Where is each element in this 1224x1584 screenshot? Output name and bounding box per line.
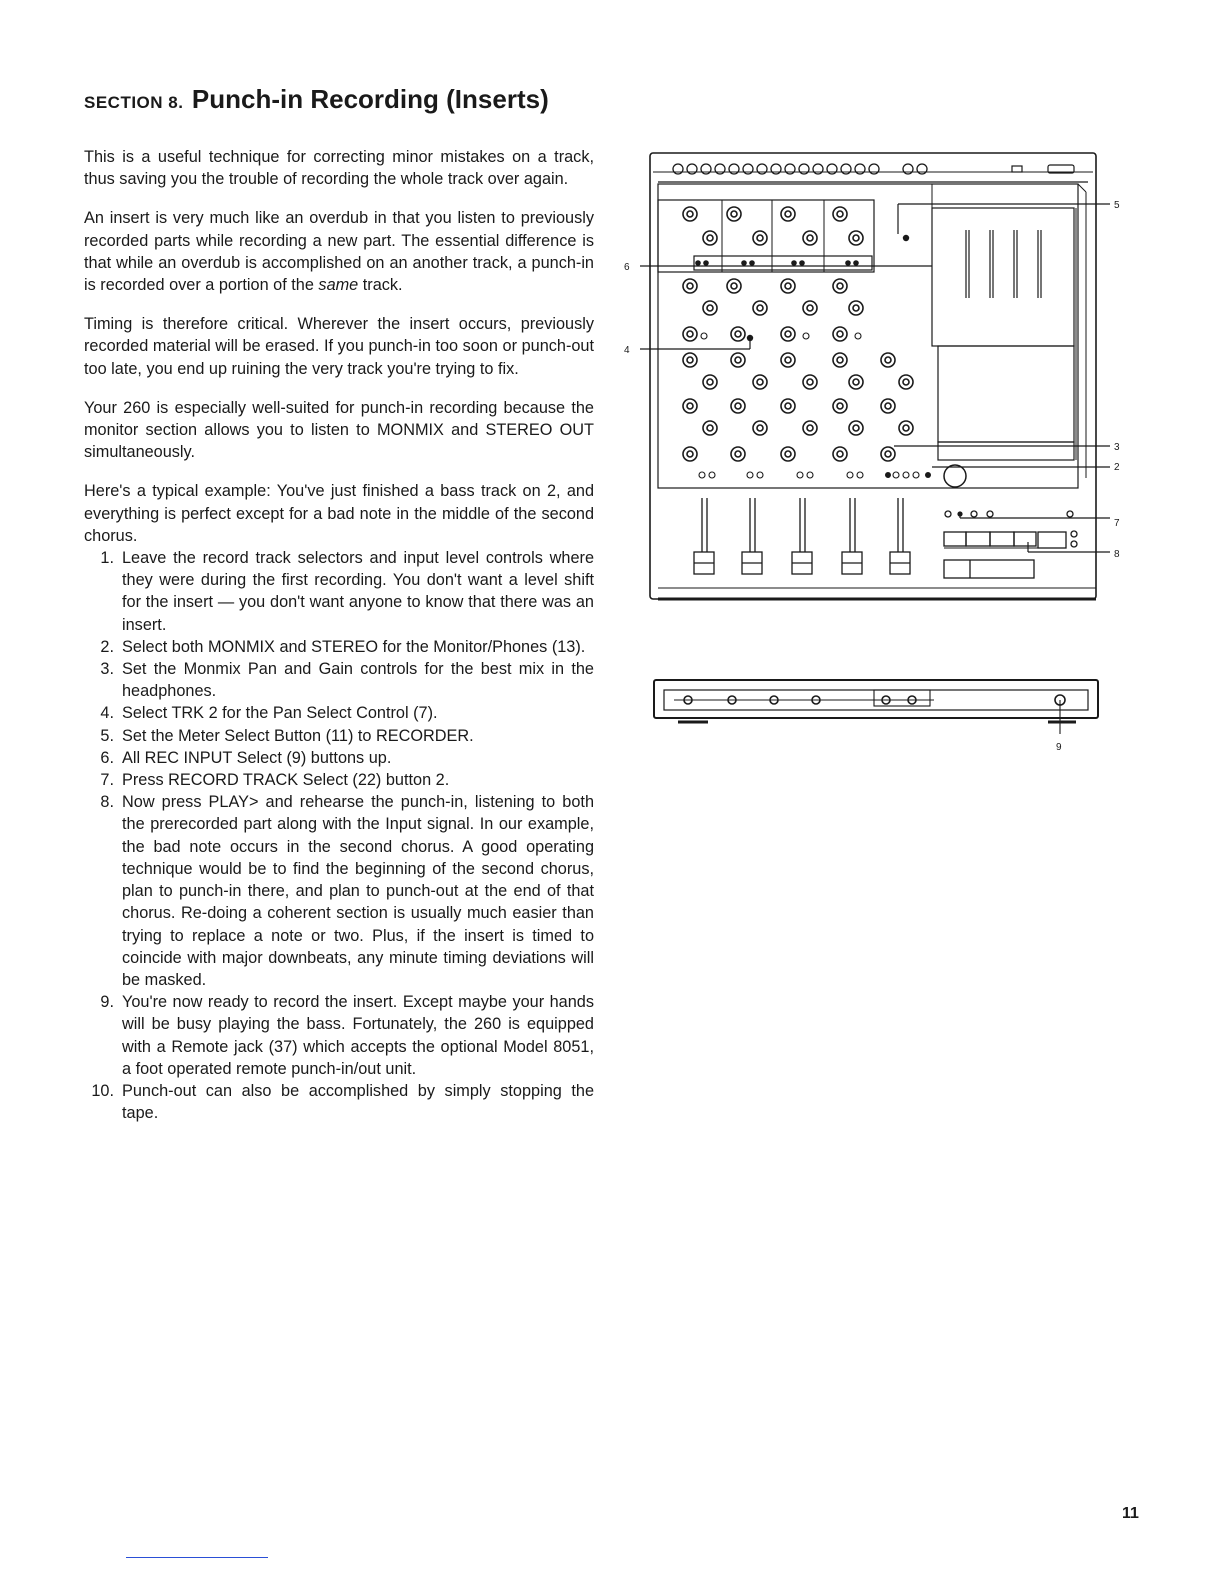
callout-7: 7 (1114, 518, 1120, 529)
callout-6: 6 (624, 262, 630, 273)
callout-5: 5 (1114, 200, 1120, 211)
step-text: Set the Meter Select Button (11) to RECORDER. (122, 726, 474, 745)
step-number: 3. (100, 660, 114, 679)
step-text: Now press PLAY> and rehearse the punch-in, listening to both the prerecorded part along with the Input signal. In our example, the bad note occurs in the second chorus. A good operating technique would be to find the beginning of the second chorus, plan to punch-in there, and plan to punch-out at the end of that chorus. Re-doing a coherent section is usually much easier than trying to replace a note or two. Plus, if the insert is timed to coincide with major downbeats, any minute timing deviations will be masked. (122, 793, 594, 989)
step-number: 9. (100, 993, 114, 1012)
step-number: 1. (100, 549, 114, 568)
step-text: You're now ready to record the insert. Except maybe your hands will be busy playing the bass. Fortunately, the 260 is equipped with a Remote jack (37) which accepts the optional Model 8051, a foot operated remote punch-in/out unit. (122, 993, 594, 1078)
callout-4: 4 (624, 345, 630, 356)
step-number: 4. (100, 704, 114, 723)
step-text: Select both MONMIX and STEREO for the Monitor/Phones (13). (122, 637, 586, 656)
list-item (84, 991, 594, 1080)
step-number: 5. (100, 726, 114, 745)
rear-panel-view (654, 680, 1098, 734)
page-number: 11 (1122, 1505, 1139, 1522)
step-text: Select TRK 2 for the Pan Select Control (7). (122, 704, 438, 723)
transport-controls (944, 511, 1077, 578)
mixer-diagram (618, 148, 1138, 768)
step-text: All REC INPUT Select (9) buttons up. (122, 748, 392, 767)
list-item (84, 1080, 594, 1124)
body-text (84, 146, 594, 1124)
step-number: 7. (100, 771, 114, 790)
steps-list (84, 547, 594, 1124)
callout-9: 9 (1056, 742, 1062, 753)
paragraph-timing: Timing is therefore critical. Wherever the insert occurs, previously recorded material will be erased. If you punch-in too soon or punch-out too late, you end up ruining the very track you're trying to fix. (84, 315, 594, 378)
callout-2: 2 (1114, 462, 1120, 473)
paragraph-insert-text: An insert is very much like an overdub in that you listen to previously recorded parts while recording a new part. The essential difference is that while an overdub is accomplished on an another track, a punch-in is recorded over a portion of the (84, 209, 594, 295)
step-text: Press RECORD TRACK Select (22) button 2. (122, 771, 450, 790)
paragraph-insert-end: track. (358, 276, 403, 295)
paragraph-intro: This is a useful technique for correcting minor mistakes on a track, thus saving you the trouble of recording the whole track over again. (84, 148, 594, 189)
list-item (84, 658, 594, 702)
callout-8: 8 (1114, 549, 1120, 560)
step-number: 8. (100, 793, 114, 812)
step-text: Leave the record track selectors and input level controls where they were during the first recording. You don't want a level shift for the insert — you don't want anyone to know that there was an insert. (122, 549, 594, 634)
list-item (84, 725, 594, 747)
emphasis-same: same (318, 276, 359, 295)
list-item (84, 636, 594, 658)
section-label: SECTION 8. (84, 93, 184, 112)
footer-rule (126, 1557, 268, 1558)
paragraph-insert-definition (84, 207, 594, 296)
step-number: 2. (100, 637, 114, 656)
list-item (84, 791, 594, 991)
knob-array (683, 207, 913, 461)
list-item (84, 702, 594, 724)
paragraph-example: Here's a typical example: You've just finished a bass track on 2, and everything is perfect except for a bad note in the middle of the second chorus. (84, 482, 594, 545)
list-item (84, 769, 594, 791)
step-number: 6. (100, 748, 114, 767)
paragraph-260: Your 260 is especially well-suited for punch-in recording because the monitor section allows you to listen to MONMIX and STEREO OUT simultaneously. (84, 398, 594, 462)
fader-bank (694, 498, 910, 574)
section-heading (84, 84, 549, 115)
page-title: Punch-in Recording (Inserts) (191, 84, 549, 114)
meter-panel (932, 208, 1074, 346)
step-text: Punch-out can also be accomplished by simply stopping the tape. (122, 1081, 594, 1123)
step-text: Set the Monmix Pan and Gain controls for the best mix in the headphones. (122, 660, 594, 701)
step-number: 10. (91, 1081, 114, 1100)
list-item (84, 547, 594, 636)
list-item (84, 747, 594, 769)
callout-3: 3 (1114, 442, 1120, 453)
level-meters (966, 230, 1041, 298)
